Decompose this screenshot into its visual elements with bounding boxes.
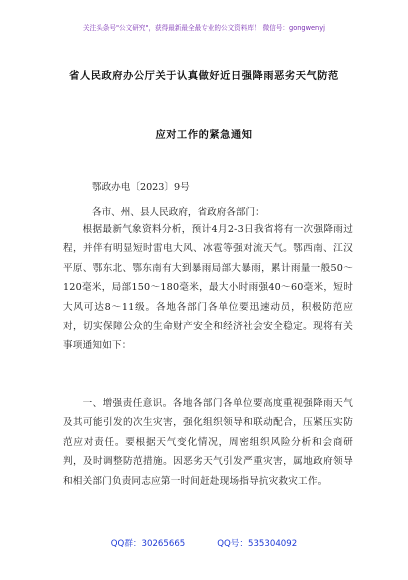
footer-qq-number: QQ号：535304092 bbox=[217, 539, 298, 549]
footer-qq-group: QQ群：30265665 bbox=[110, 539, 186, 549]
addressee: 各市、州、县人民政府，省政府各部门： bbox=[92, 207, 265, 218]
footer-contact bbox=[0, 537, 408, 549]
body-paragraph: 一、增强责任意识。各地各部门各单位要高度重视强降雨天气及其可能引发的次生灾害，强化组织领导和联动配合，压紧压实防范应对责任。要根据天气变化情况，周密组织风险分析和会商研判，及时调整防范措施。因恶劣天气引发严重灾害，属地政府领导和相关部门负责同志应第一时间赶赴现场指导抗灾救灾工作。 bbox=[63, 398, 353, 487]
document-number: 鄂政办电〔2023〕9号 bbox=[92, 182, 190, 193]
body-paragraph: 根据最新气象资料分析，预计4月2-3日我省将有一次强降雨过程，并伴有明显短时雷电大风、冰雹等强对流天气。鄂西南、江汉平原、鄂东北、鄂东南有大到暴雨局部大暴雨，累计雨量一般50～120毫米，局部150～180毫米，最大小时雨强40～60毫米，短时大风可达8～11级。各地各部门各单位要迅速动员，积极防范应对，切实保障公众的生命财产安全和经济社会安全稳定。现将有关事项通知如下： bbox=[63, 224, 353, 352]
document-title-line-2: 应对工作的紧急通知 bbox=[155, 129, 253, 141]
document-title-line-1: 省人民政府办公厅关于认真做好近日强降雨恶劣天气防范 bbox=[69, 70, 339, 82]
header-banner: 关注头条号"公文研究"，获得最新最全最专业的公文资料库！ 微信号：gongwenyj bbox=[83, 24, 325, 32]
